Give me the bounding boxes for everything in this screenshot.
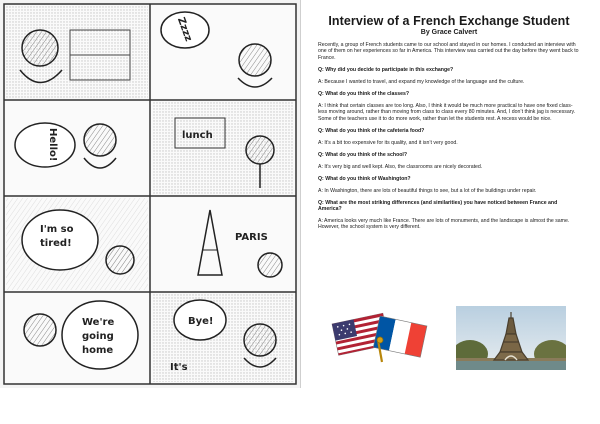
svg-text:going: going — [82, 331, 114, 342]
qa-line: A: It’s very big and well kept. Also, the classrooms are nicely decorated. — [318, 163, 483, 170]
qa-line: A: America looks very much like France. There are lots of monuments, and the landscape is almost the same. However, the school system is very different. — [318, 218, 570, 231]
comic-strip — [0, 0, 301, 388]
qa-line: A: In Washington, there are lots of beautiful things to see, but a lot of the buildings under repair. — [318, 187, 537, 194]
article-intro: Recently, a group of French students came to our school and stayed in our homes. I conducted an interview with one of them on her experiences so far in America. This interview was carried out the day before they went back to France. — [318, 42, 579, 61]
article-title: Interview of a French Exchange Student — [328, 14, 570, 28]
svg-text:lunch: lunch — [182, 130, 213, 141]
svg-text:home: home — [82, 345, 114, 356]
article-byline: By Grace Calvert — [420, 29, 478, 36]
svg-text:It's: It's — [170, 362, 188, 373]
crossed-flags-icon — [326, 310, 434, 366]
svg-text:PARIS: PARIS — [235, 232, 268, 243]
qa-line: Q: What do you think of the cafeteria food? — [318, 127, 425, 134]
qa-line: Q: Why did you decide to participate in this exchange? — [318, 66, 454, 73]
svg-text:I'm so: I'm so — [40, 224, 74, 235]
svg-text:We're: We're — [82, 317, 115, 328]
qa-line: Q: What do you think of the classes? — [318, 90, 410, 97]
article — [318, 10, 580, 236]
qa-line: Q: What do you think of Washington? — [318, 175, 411, 182]
qa-line: Q: What do you think of the school? — [318, 151, 408, 158]
interview-qa — [318, 67, 580, 231]
qa-line: Q: What are the most striking differences (and similarities) you have noticed between France and America? — [318, 199, 558, 213]
svg-text:Hello!: Hello! — [47, 128, 58, 162]
eiffel-tower-photo — [456, 306, 566, 370]
qa-line: A: I think that certain classes are too long. Also, I think it would be much more practical to have one fixed class- less moving around, rather than moving from class to class every 80 minutes. And, I don’t think jag is necessary. Some of the teachers use it to do more work, rather than let the students rest. A recess would be nice. — [318, 102, 576, 122]
svg-text:tired!: tired! — [40, 238, 72, 249]
article-images — [318, 304, 580, 370]
svg-text:Zzzz: Zzzz — [174, 16, 194, 44]
qa-line: A: Because I wanted to travel, and expand my knowledge of the language and the culture. — [318, 78, 525, 85]
comic-drawing — [0, 0, 300, 388]
qa-line: A: It’s a bit too expensive for its quality, and it isn’t very good. — [318, 139, 458, 146]
svg-text:Bye!: Bye! — [188, 316, 214, 327]
